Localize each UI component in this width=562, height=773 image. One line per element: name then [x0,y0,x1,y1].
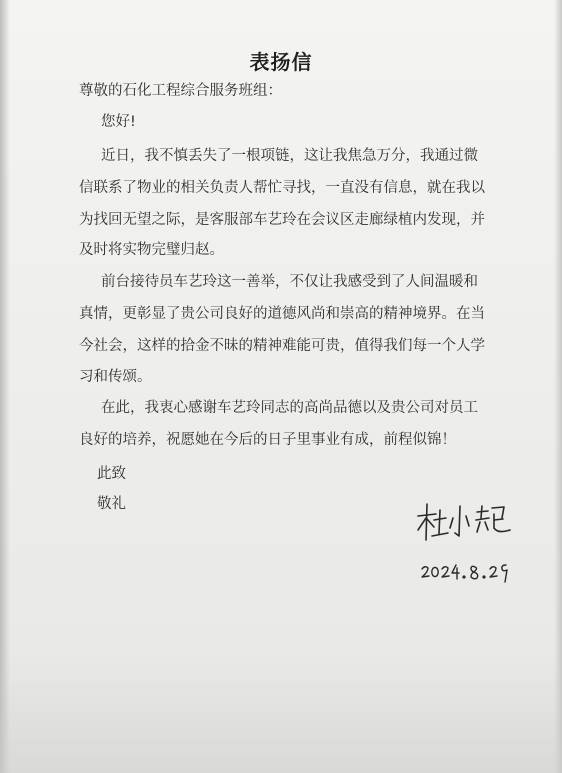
paragraph-1-line-2: 信联系了物业的相关负责人帮忙寻找，一直没有信息，就在我以 [79,180,485,196]
letter-title: 表扬信 [249,50,313,74]
paragraph-2-line-3: 今社会，这样的拾金不昧的精神难能可贵，值得我们每一个人学 [79,338,485,354]
paragraph-1-line-1: 近日，我不慎丢失了一根项链，这让我焦急万分，我通过微 [101,148,478,164]
closing-jing-li: 敬礼 [97,496,126,512]
paragraph-2-line-2: 真情，更彰显了贵公司良好的道德风尚和崇高的精神境界。在当 [79,306,485,322]
paragraph-2-line-1: 前台接待员车艺玲这一善举，不仅让我感受到了人间温暖和 [101,274,478,290]
paragraph-1-line-3: 为找回无望之际，是客服部车艺玲在会议区走廊绿植内发现，并 [79,212,485,228]
paragraph-3-line-1: 在此，我衷心感谢车艺玲同志的高尚品德以及贵公司对员工 [101,400,478,416]
letter-salutation: 尊敬的石化工程综合服务班组： [79,83,282,99]
handwritten-signature [414,498,514,550]
letter-greeting: 您好! [101,114,136,130]
handwritten-date [420,560,520,584]
closing-ci-zhi: 此致 [97,466,126,482]
paper-bottom-shadow [0,653,562,773]
paragraph-1-line-4: 及时将实物完璧归赵。 [79,242,224,258]
paragraph-2-line-4: 习和传颂。 [79,369,152,385]
paragraph-3-line-2: 良好的培养，祝愿她在今后的日子里事业有成，前程似锦！ [79,432,456,448]
